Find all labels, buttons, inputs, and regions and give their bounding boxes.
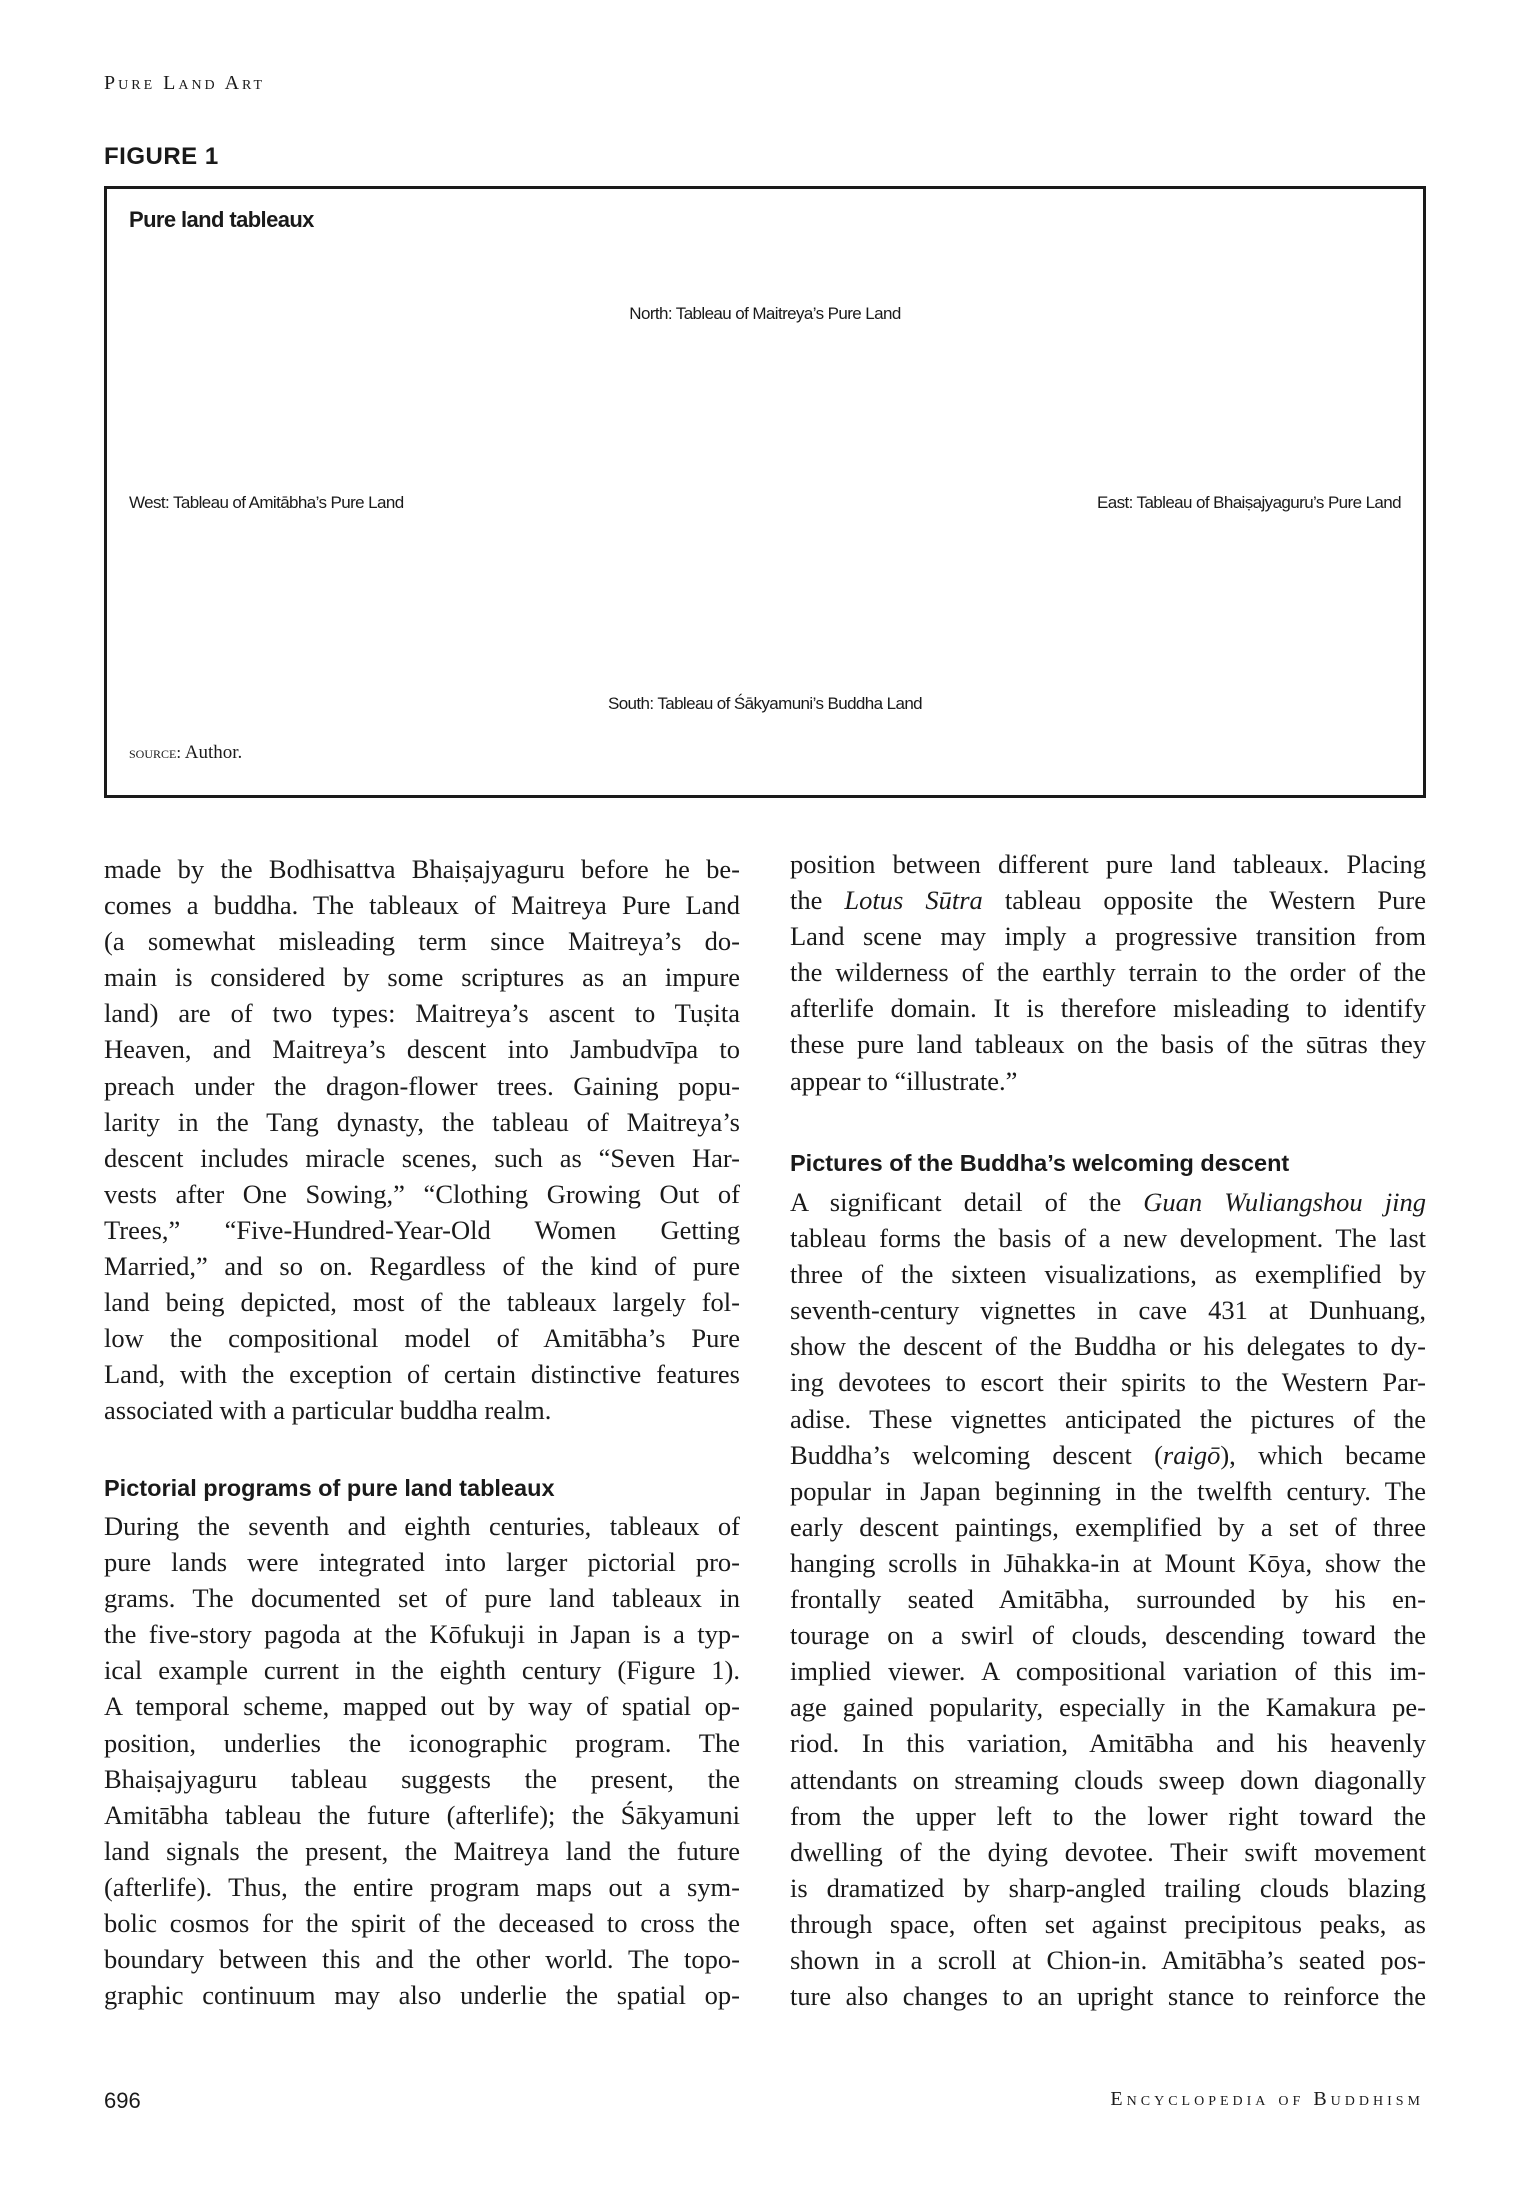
text-line: popular in Japan beginning in the twelfth century. The	[790, 1475, 1426, 1506]
right-para-1	[790, 846, 1426, 1099]
text-line: frontally seated Amitābha, surrounded by his en-	[790, 1584, 1426, 1615]
text-line: Heaven, and Maitreya’s descent into Jambudvīpa to	[104, 1034, 740, 1065]
figure-south-label: South: Tableau of Śākyamuni’s Buddha Land	[607, 694, 923, 713]
italic-term: raigō	[1162, 1439, 1221, 1470]
text-line: graphic continuum may also underlie the spatial op-	[104, 1980, 740, 2011]
text-line: hanging scrolls in Jūhakka-in at Mount Kōya, show the	[790, 1547, 1426, 1578]
text-line: Married,” and so on. Regardless of the kind of pure	[104, 1251, 740, 1282]
text-line: ing devotees to escort their spirits to the Western Par-	[790, 1367, 1426, 1398]
text-line: dwelling of the dying devotee. Their swift movement	[790, 1836, 1426, 1867]
text-line: Land scene may imply a progressive transition from	[790, 921, 1426, 952]
text-line: Amitābha tableau the future (afterlife); the Śākyamuni	[104, 1799, 740, 1830]
text-line: three of the sixteen visualizations, as exemplified by	[790, 1259, 1426, 1290]
text-line: Bhaiṣajyaguru tableau suggests the present, the	[104, 1763, 740, 1794]
text-line: grams. The documented set of pure land tableaux in	[104, 1583, 740, 1614]
text-line: land being depicted, most of the tableaux largely fol-	[104, 1287, 740, 1318]
figure-source	[129, 742, 242, 764]
text-line: ical example current in the eighth century (Figure 1).	[104, 1655, 740, 1686]
text-line: age gained popularity, especially in the Kamakura pe-	[790, 1692, 1426, 1723]
text-line: the Lotus Sūtra tableau opposite the Western Pure	[790, 885, 1426, 916]
section-heading-pictorial-programs: Pictorial programs of pure land tableaux	[104, 1475, 555, 1501]
text-line: tourage on a swirl of clouds, descending toward the	[790, 1620, 1426, 1651]
page-number: 696	[104, 2088, 141, 2113]
text-line: pure lands were integrated into larger pictorial pro-	[104, 1547, 740, 1578]
text-line: Buddha’s welcoming descent (raigō), which became	[790, 1439, 1426, 1470]
text-line: position between different pure land tableaux. Placing	[790, 849, 1426, 879]
italic-term: Lotus Sūtra	[844, 885, 983, 916]
text-line: attendants on streaming clouds sweep down diagonally	[790, 1764, 1426, 1795]
text-line: riod. In this variation, Amitābha and his heavenly	[790, 1728, 1426, 1759]
text-line: (afterlife). Thus, the entire program maps out a sym-	[104, 1871, 740, 1902]
figure-east-label: East: Tableau of Bhaiṣajyaguru’s Pure Land	[1096, 493, 1401, 512]
text-line: preach under the dragon-flower trees. Gaining popu-	[104, 1070, 740, 1101]
text-line: the wilderness of the earthly terrain to the order of the	[790, 957, 1426, 988]
text-line: seventh-century vignettes in cave 431 at Dunhuang,	[790, 1295, 1426, 1326]
text-line: shown in a scroll at Chion-in. Amitābha’s seated pos-	[790, 1944, 1426, 1975]
text-line: bolic cosmos for the spirit of the deceased to cross the	[104, 1908, 740, 1939]
figure-west-label: West: Tableau of Amitābha’s Pure Land	[129, 493, 404, 512]
figure-title: Pure land tableaux	[129, 207, 314, 232]
italic-term: Guan Wuliangshou jing	[1143, 1187, 1426, 1217]
figure-north-label: North: Tableau of Maitreya’s Pure Land	[629, 304, 901, 323]
text-line: early descent paintings, exemplified by a set of three	[790, 1511, 1426, 1542]
text-line: Trees,” “Five-Hundred-Year-Old Women Getting	[104, 1214, 740, 1245]
source-text: Author.	[184, 742, 243, 763]
left-para-2	[104, 1508, 740, 2013]
text-line: show the descent of the Buddha or his delegates to dy-	[790, 1331, 1426, 1362]
source-label: source:	[129, 743, 182, 762]
text-line: ture also changes to an upright stance to reinforce the	[790, 1981, 1426, 2012]
text-line: implied viewer. A compositional variation of this im-	[790, 1656, 1426, 1687]
text-line: (a somewhat misleading term since Maitreya’s do-	[104, 926, 740, 957]
text-line: comes a buddha. The tableaux of Maitreya Pure Land	[104, 890, 740, 921]
text-line: position, underlies the iconographic program. The	[104, 1727, 740, 1758]
text-line: larity in the Tang dynasty, the tableau of Maitreya’s	[104, 1106, 740, 1137]
text-line: through space, often set against precipitous peaks, as	[790, 1908, 1426, 1939]
text-line: afterlife domain. It is therefore misleading to identify	[790, 993, 1426, 1024]
text-line: made by the Bodhisattva Bhaiṣajyaguru before he be-	[104, 854, 740, 884]
figure-label: FIGURE 1	[104, 143, 219, 170]
section-heading-welcoming-descent: Pictures of the Buddha’s welcoming descent	[790, 1150, 1290, 1176]
footer-title: Encyclopedia of Buddhism	[1110, 2088, 1424, 2110]
text-line: land) are of two types: Maitreya’s ascent to Tuṣita	[104, 998, 740, 1029]
text-line: appear to “illustrate.”	[790, 1065, 1018, 1096]
left-para-1	[104, 851, 740, 1429]
text-line: land signals the present, the Maitreya land the future	[104, 1835, 740, 1866]
text-line: tableau forms the basis of a new development. The last	[790, 1223, 1426, 1254]
text-line: During the seventh and eighth centuries, tableaux of	[104, 1511, 740, 1541]
text-line: vests after One Sowing,” “Clothing Growing Out of	[104, 1178, 740, 1209]
right-para-2	[790, 1184, 1426, 2014]
text-line: associated with a particular buddha realm.	[104, 1395, 552, 1426]
text-line: these pure land tableaux on the basis of the sūtras they	[790, 1029, 1426, 1060]
text-line: main is considered by some scriptures as an impure	[104, 962, 740, 993]
text-line: is dramatized by sharp-angled trailing clouds blazing	[790, 1872, 1426, 1903]
running-head: Pure Land Art	[104, 72, 266, 94]
text-line: the five-story pagoda at the Kōfukuji in Japan is a typ-	[104, 1619, 740, 1650]
text-line: boundary between this and the other world. The topo-	[104, 1944, 740, 1975]
text-line: descent includes miracle scenes, such as “Seven Har-	[104, 1142, 740, 1173]
figure-box	[104, 186, 1426, 798]
text-line: A significant detail of the Guan Wuliangshou jing	[790, 1187, 1426, 1217]
text-line: adise. These vignettes anticipated the pictures of the	[790, 1403, 1426, 1434]
text-line: Land, with the exception of certain distinctive features	[104, 1359, 740, 1390]
text-line: A temporal scheme, mapped out by way of spatial op-	[104, 1691, 740, 1722]
text-line: from the upper left to the lower right toward the	[790, 1800, 1426, 1831]
text-line: low the compositional model of Amitābha’s Pure	[104, 1323, 740, 1354]
